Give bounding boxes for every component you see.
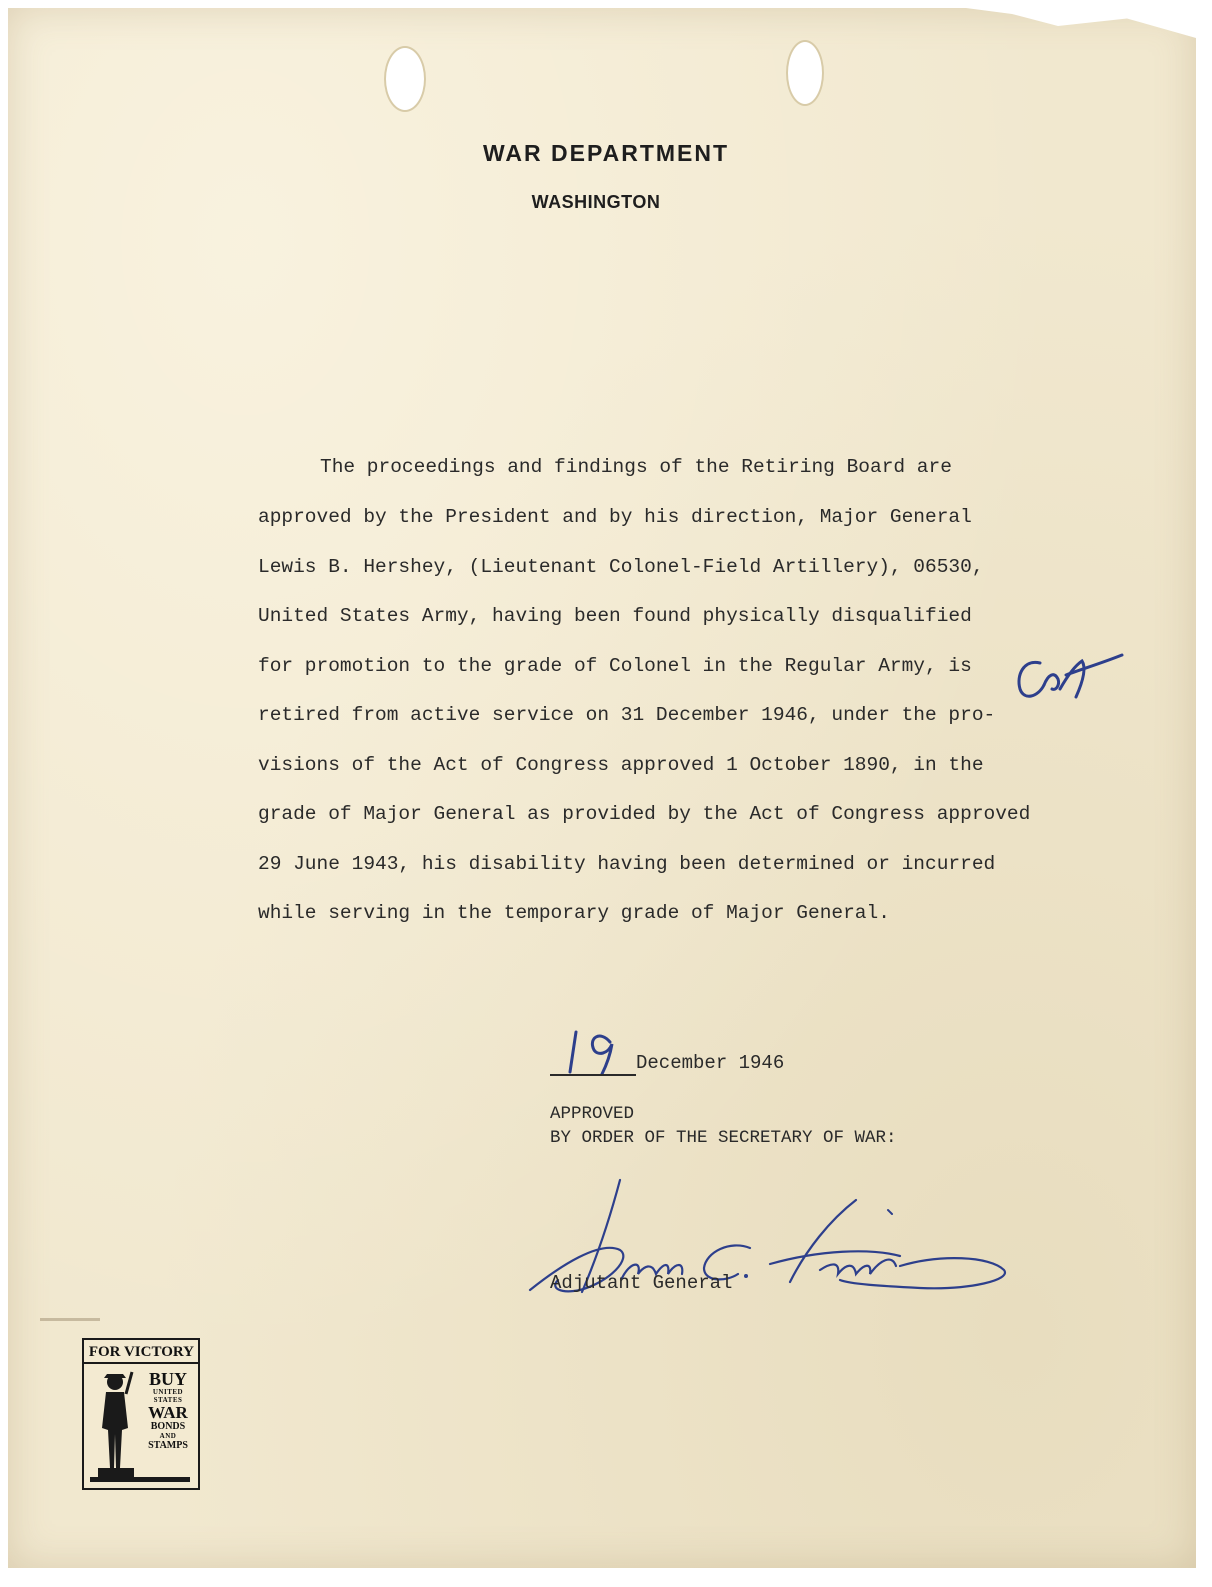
date-underline bbox=[550, 1074, 636, 1076]
letterhead-department: WAR DEPARTMENT bbox=[482, 140, 730, 166]
stamp-buy: BUY bbox=[148, 1369, 187, 1389]
approval-block bbox=[550, 1102, 897, 1150]
document-sheet bbox=[8, 8, 1196, 1568]
stamp-united: UNITED bbox=[152, 1388, 184, 1396]
war-bonds-stamp bbox=[82, 1338, 200, 1490]
minuteman-figure-icon bbox=[90, 1368, 140, 1484]
stamp-and: AND bbox=[159, 1432, 177, 1440]
body-line-9: 29 June 1943, his disability having been determined or incurred bbox=[258, 853, 996, 875]
handwritten-initials bbox=[1010, 645, 1130, 715]
adjutant-general-title: Adjutant General bbox=[550, 1272, 733, 1294]
body-line-3: Lewis B. Hershey, (Lieutenant Colonel-Field Artillery), 06530, bbox=[258, 556, 984, 578]
stamp-stamps: STAMPS bbox=[148, 1440, 188, 1451]
body-line-4: United States Army, having been found physically disqualified bbox=[258, 605, 972, 627]
body-line-2: approved by the President and by his direction, Major General bbox=[258, 506, 972, 528]
stamp-text-block bbox=[140, 1370, 196, 1451]
letterhead-city: WASHINGTON bbox=[531, 192, 661, 212]
stamp-for-victory: FOR VICTORY bbox=[84, 1340, 198, 1364]
body-line-10: while serving in the temporary grade of Major General. bbox=[258, 902, 890, 924]
body-line-1: The proceedings and findings of the Retiring Board are bbox=[320, 456, 952, 478]
approved-label: APPROVED bbox=[550, 1104, 635, 1124]
stamp-base-bar bbox=[90, 1477, 190, 1482]
order-label: BY ORDER OF THE SECRETARY OF WAR: bbox=[550, 1128, 897, 1148]
stamp-states: STATES bbox=[153, 1396, 183, 1404]
stamp-war: WAR bbox=[148, 1403, 188, 1422]
paper-crease bbox=[40, 1318, 100, 1321]
punch-hole-right bbox=[786, 40, 824, 106]
handwritten-day bbox=[560, 1020, 640, 1080]
torn-corner bbox=[966, 8, 1196, 38]
stamp-bonds: BONDS bbox=[150, 1421, 186, 1432]
date-month-year: December 1946 bbox=[636, 1052, 785, 1074]
body-line-8: grade of Major General as provided by the Act of Congress approved bbox=[258, 803, 1031, 825]
body-line-5: for promotion to the grade of Colonel in the Regular Army, is bbox=[258, 655, 972, 677]
body-line-7: visions of the Act of Congress approved 1 October 1890, in the bbox=[258, 754, 984, 776]
body-line-6: retired from active service on 31 December 1946, under the pro- bbox=[258, 704, 996, 726]
punch-hole-left bbox=[384, 46, 426, 112]
